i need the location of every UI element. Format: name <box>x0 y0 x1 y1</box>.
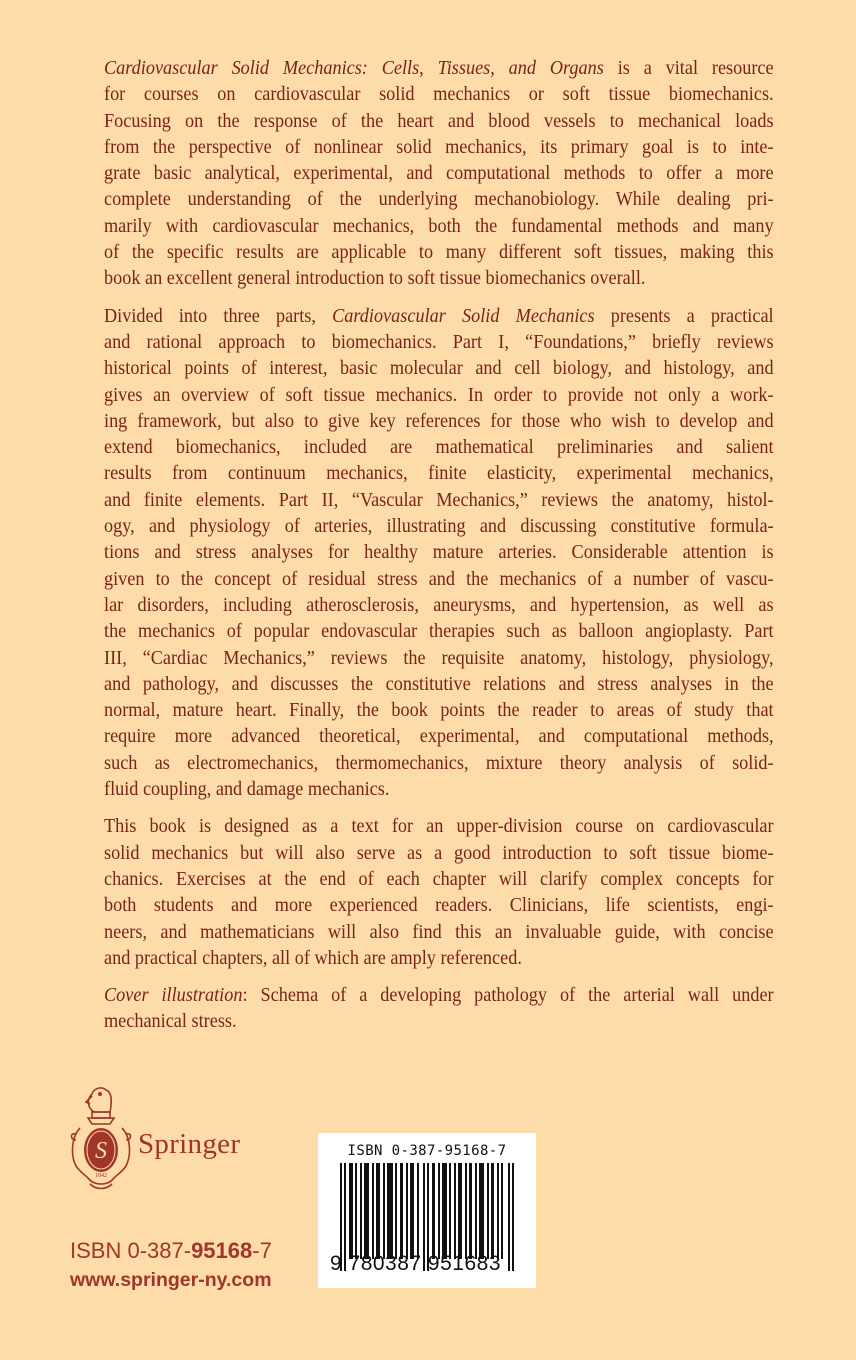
publisher-name: Springer <box>138 1128 241 1160</box>
blurb-line: both students and more experienced readers. Clinicians, life scientists, engi- <box>104 895 774 917</box>
blurb-line <box>104 56 774 82</box>
isbn-text <box>70 1238 272 1264</box>
blurb-line: This book is designed as a text for an upper-division course on cardiovascular <box>104 816 774 838</box>
blurb-line: the mechanics of popular endovascular therapies such as balloon angioplasty. Part <box>104 621 774 643</box>
blurb-line: neers, and mathematicians will also find this an invaluable guide, with concise <box>104 921 774 943</box>
springer-chess-knight-crest-icon <box>66 1082 136 1194</box>
blurb-line: complete understanding of the underlying mechanobiology. While dealing pri- <box>104 189 774 211</box>
back-cover-blurb <box>104 56 774 1047</box>
blurb-line: chanics. Exercises at the end of each chapter will clarify complex concepts for <box>104 868 774 890</box>
blurb-line: of the specific results are applicable to many different soft tissues, making this <box>104 242 774 264</box>
line-text: : Schema of a developing pathology of the arterial wall under <box>242 985 774 1007</box>
blurb-line: and pathology, and discusses the constitutive relations and stress analyses in the <box>104 673 774 695</box>
blurb-line: for courses on cardiovascular solid mechanics or soft tissue biomechanics. <box>104 84 774 106</box>
blurb-line: normal, mature heart. Finally, the book points the reader to areas of study that <box>104 700 774 722</box>
blurb-line: historical points of interest, basic molecular and cell biology, and histology, and <box>104 358 774 380</box>
blurb-line: extend biomechanics, included are mathematical preliminaries and salient <box>104 437 774 459</box>
blurb-paragraph-2 <box>104 304 774 804</box>
book-title-italic: Cardiovascular Solid Mechanics: Cells, Tissues, and Organs <box>104 58 604 79</box>
blurb-line: fluid coupling, and damage mechanics. <box>104 779 390 801</box>
cover-illustration-label: Cover illustration <box>104 985 243 1007</box>
barcode <box>318 1133 536 1288</box>
book-title-italic: Cardiovascular Solid Mechanics <box>332 305 595 327</box>
barcode-ean-text: 9 780387 951683 <box>330 1252 501 1275</box>
publisher-url[interactable]: www.springer-ny.com <box>70 1269 272 1291</box>
blurb-line: results from continuum mechanics, finite elasticity, experimental mechanics, <box>104 463 774 485</box>
line-text: Divided into three parts, <box>104 305 333 327</box>
line-text: is a vital resource <box>603 58 774 79</box>
blurb-line: gives an overview of soft tissue mechanics. In order to provide not only a work- <box>104 384 774 406</box>
blurb-line: given to the concept of residual stress and the mechanics of a number of vascu- <box>104 568 774 590</box>
blurb-line: and finite elements. Part II, “Vascular Mechanics,” reviews the anatomy, histol- <box>104 489 774 511</box>
blurb-paragraph-1 <box>104 56 774 293</box>
blurb-line: book an excellent general introduction to soft tissue biomechanics overall. <box>104 268 646 290</box>
blurb-line: mechanical stress. <box>104 1011 237 1033</box>
isbn-suffix: -7 <box>252 1238 272 1263</box>
blurb-line: from the perspective of nonlinear solid mechanics, its primary goal is to inte- <box>104 136 774 158</box>
blurb-line <box>104 983 774 1009</box>
blurb-line <box>104 304 774 330</box>
barcode-isbn-text: ISBN 0-387-95168-7 <box>347 1143 507 1159</box>
blurb-line: tions and stress analyses for healthy mature arteries. Considerable attention is <box>104 542 774 564</box>
cover-illustration-note <box>104 983 774 1036</box>
blurb-paragraph-3 <box>104 814 774 972</box>
blurb-line: solid mechanics but will also serve as a good introduction to soft tissue biome- <box>104 842 774 864</box>
blurb-line: grate basic analytical, experimental, and computational methods to offer a more <box>104 163 774 185</box>
blurb-line: ing framework, but also to give key references for those who wish to develop and <box>104 410 774 432</box>
line-text: presents a practical <box>594 305 774 327</box>
blurb-line: marily with cardiovascular mechanics, both the fundamental methods and many <box>104 215 774 237</box>
svg-text:S: S <box>95 1138 107 1164</box>
blurb-line: and practical chapters, all of which are amply referenced. <box>104 947 522 969</box>
svg-text:1842: 1842 <box>95 1173 107 1179</box>
isbn-prefix: ISBN 0-387- <box>70 1238 192 1263</box>
blurb-line: ogy, and physiology of arteries, illustrating and discussing constitutive formula- <box>104 516 774 538</box>
blurb-line: III, “Cardiac Mechanics,” reviews the requisite anatomy, histology, physiology, <box>104 647 774 669</box>
blurb-line: and rational approach to biomechanics. Part I, “Foundations,” briefly reviews <box>104 331 774 353</box>
blurb-line: Focusing on the response of the heart and blood vessels to mechanical loads <box>104 110 774 132</box>
blurb-line: lar disorders, including atherosclerosis, aneurysms, and hypertension, as well as <box>104 594 774 616</box>
isbn-bold: 95168 <box>191 1238 253 1263</box>
blurb-line: require more advanced theoretical, experimental, and computational methods, <box>104 726 774 748</box>
blurb-line: such as electromechanics, thermomechanics, mixture theory analysis of solid- <box>104 752 774 774</box>
